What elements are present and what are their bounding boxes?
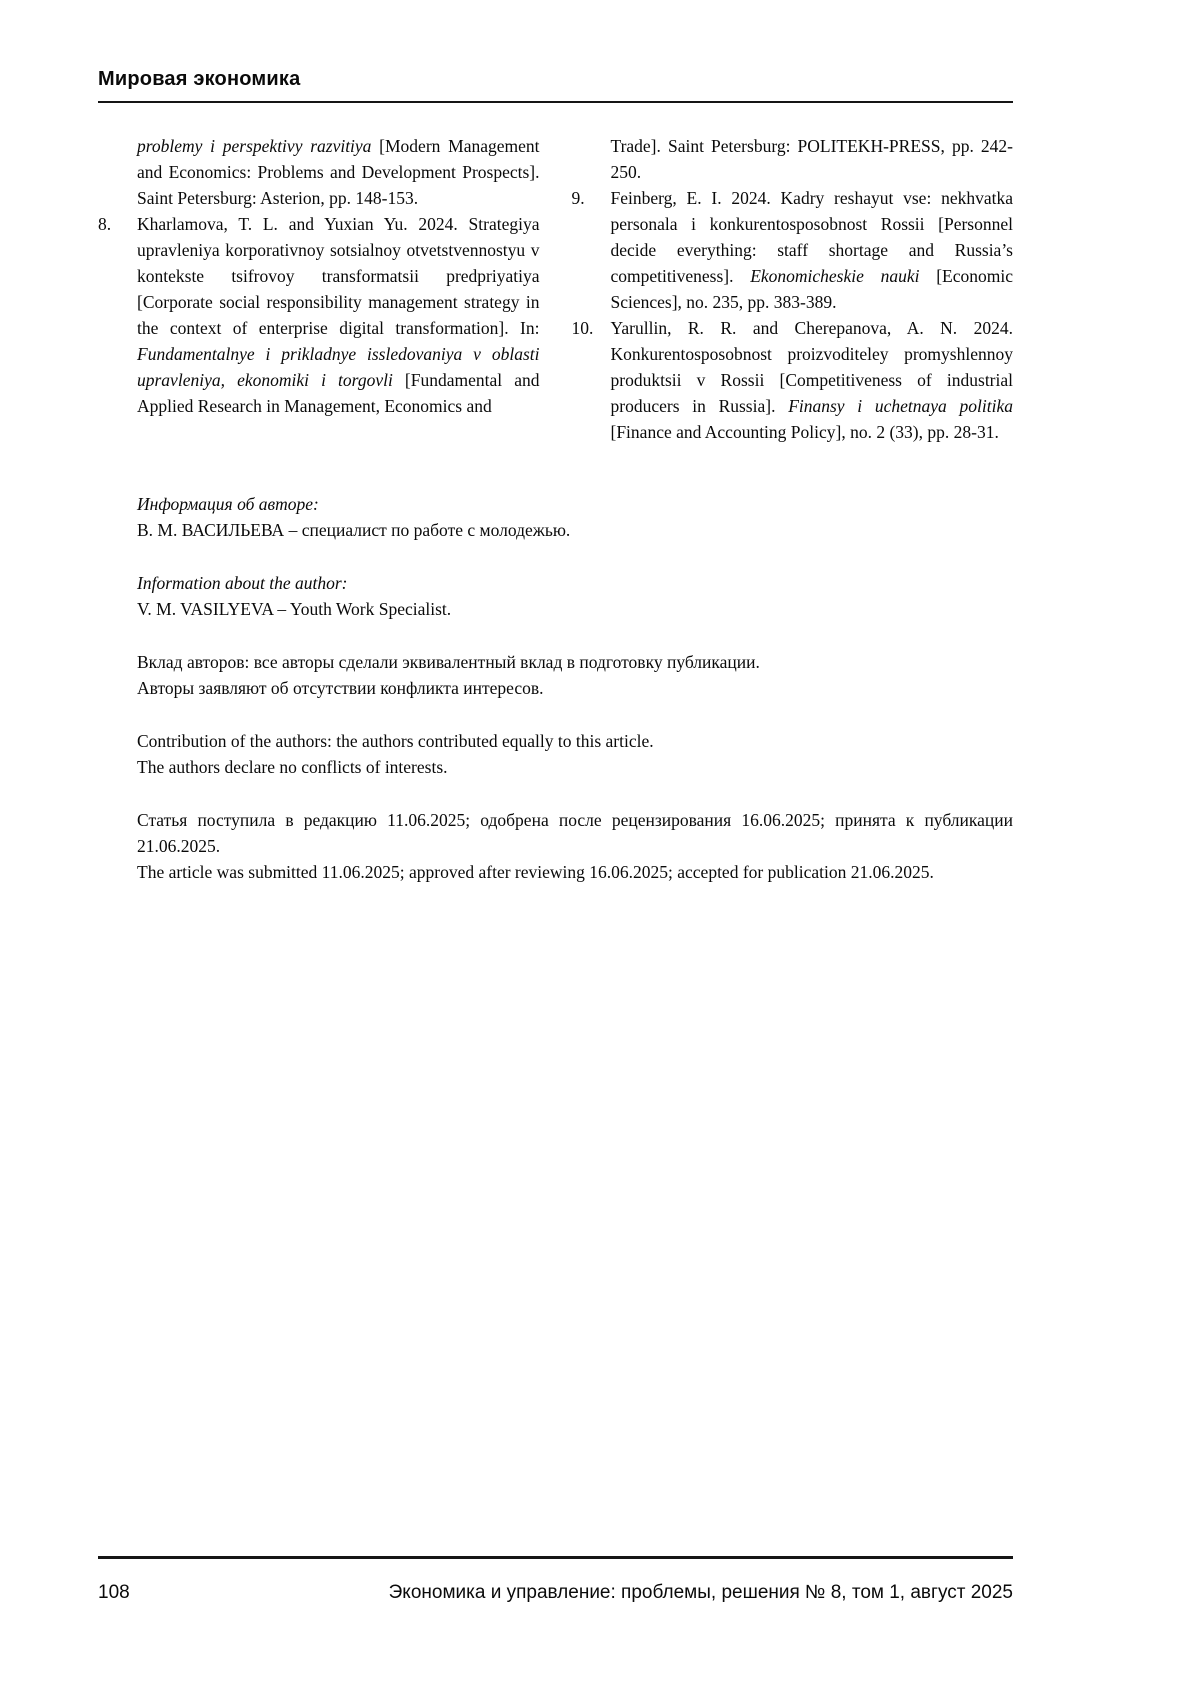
contribution-en-line-2: The authors declare no conflicts of interests. [137,757,448,777]
reference-segment: Yarullin, R. R. and Cherepanova, A. N. 2024. Konkurentosposobnost proizvoditeley promyshlennoy produktsii v Rossii [Competitiveness of industrial producers in Russia]. [610,318,1013,416]
reference-segment: Kharlamova, T. L. and Yuxian Yu. 2024. Strategiya upravleniya korporativnoy sotsialnoy otvetstvennostyu v kontekste tsifrovoy transformatsii predpriyatiya [Corporate social responsibility management strategy in the context of enterprise digital transformation]. In: [137,214,540,338]
author-info-en-heading-text: Information about the author: [137,573,348,593]
journal-title-line: Экономика и управление: проблемы, решения № 8, том 1, август 2025 [388,1582,1013,1603]
reference-number: 9. [571,188,585,208]
reference-segment-italic: Finansy i uchetnaya politika [788,396,1013,416]
author-info-ru-heading [137,491,1013,517]
reference-segment: [Fundamental and Applied Research in Management, Economics and [137,370,540,416]
author-info-en-heading [137,570,1013,596]
author-info-ru [137,491,1013,543]
page-body [98,133,1013,885]
reference-text [137,133,540,211]
contribution-en-line-1: Contribution of the authors: the authors contributed equally to this article. [137,731,654,751]
reference-item-9 [572,185,1014,315]
reference-text [611,315,1014,445]
article-dates [137,807,1013,885]
reference-segment: Feinberg, E. I. 2024. Kadry reshayut vse: nekhvatka personala i konkurentosposobnost Rossii [Personnel decide everything: staff shortage and Russia’s competitiveness]. [610,188,1013,286]
reference-text [611,133,1014,185]
page-footer [98,1556,1013,1605]
header-rule [98,101,1013,103]
reference-segment: Trade]. Saint Petersburg: POLITEKH-PRESS, pp. 242-250. [610,136,1013,182]
references-column-left [98,133,540,445]
reference-segment-italic: Ekonomicheskie nauki [750,266,920,286]
reference-text [611,185,1014,315]
author-info-en [137,570,1013,622]
reference-number: 10. [571,318,594,338]
reference-segment-italic: Fundamentalnye i prikladnye issledovaniya v oblasti upravleniya, ekonomiki i torgovli [137,344,540,390]
reference-text [137,211,540,419]
contribution-en [137,728,1013,780]
contribution-ru-line-2: Авторы заявляют об отсутствии конфликта интересов. [137,678,544,698]
article-dates-en: The article was submitted 11.06.2025; approved after reviewing 16.06.2025; accepted for publication 21.06.2025. [137,862,934,882]
reference-item-8-continuation [572,133,1014,185]
reference-number [572,133,611,185]
author-info-ru-text: В. М. ВАСИЛЬЕВА – специалист по работе с молодежью. [137,520,571,540]
section-title: Мировая экономика [98,68,301,90]
reference-item-10 [572,315,1014,445]
reference-item-8 [98,211,540,419]
page-number: 108 [98,1582,130,1603]
page-header [98,66,1013,103]
article-dates-ru: Статья поступила в редакцию 11.06.2025; одобрена после рецензирования 16.06.2025; принята к публикации 21.06.2025. [137,810,1013,856]
author-info-section [137,491,1013,885]
author-info-en-text: V. M. VASILYEVA – Youth Work Specialist. [137,599,452,619]
contribution-ru [137,649,1013,701]
reference-segment: [Economic Sciences], no. 235, pp. 383-389. [610,266,1014,312]
references-columns [98,133,1013,445]
reference-segment-italic: problemy i perspektivy razvitiya [137,136,372,156]
references-column-right [572,133,1014,445]
author-info-ru-heading-text: Информация об авторе: [137,494,319,514]
reference-segment: [Modern Management and Economics: Problems and Development Prospects]. Saint Petersburg: Asterion, pp. 148-153. [137,136,540,208]
reference-item-7-continuation [98,133,540,211]
reference-number [98,133,137,211]
contribution-ru-line-1: Вклад авторов: все авторы сделали эквивалентный вклад в подготовку публикации. [137,652,760,672]
footer-row [98,1581,1013,1605]
reference-segment: [Finance and Accounting Policy], no. 2 (33), pp. 28-31. [610,422,999,442]
reference-number: 8. [98,214,112,234]
footer-rule [98,1556,1013,1559]
